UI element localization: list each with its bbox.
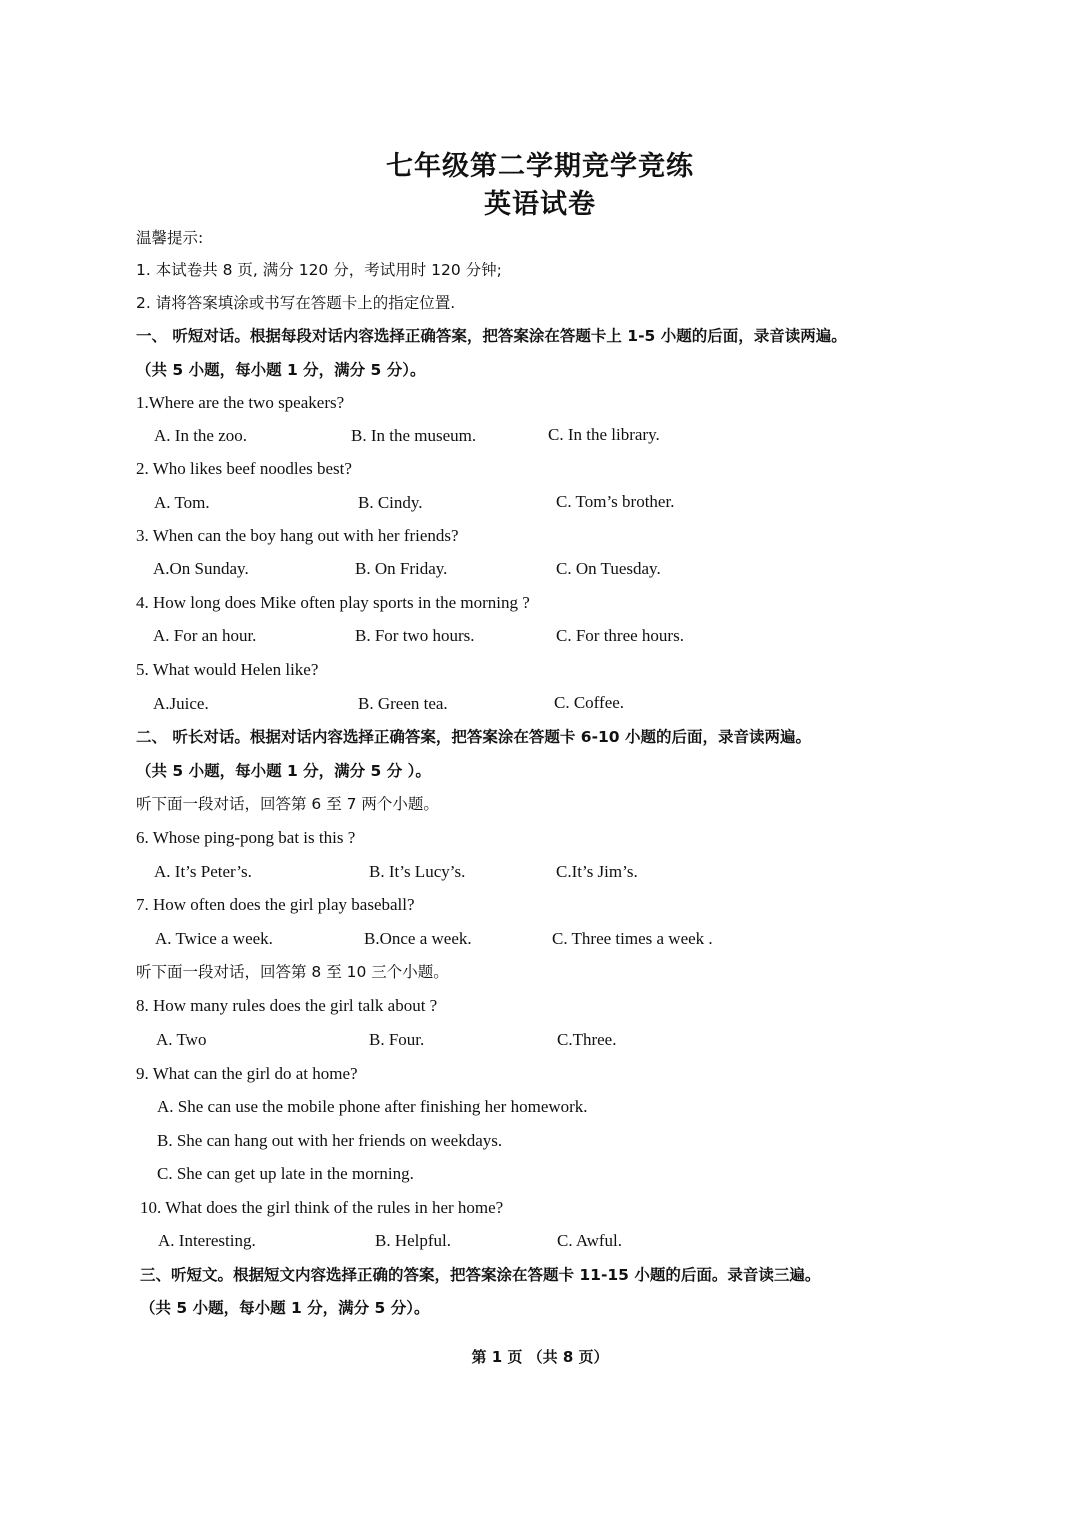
question-3-option-a: A.On Sunday. xyxy=(153,559,249,578)
question-6-stem: 6. Whose ping-pong bat is this ? xyxy=(136,828,356,847)
question-7-option-b: B.Once a week. xyxy=(364,929,472,948)
question-8-stem: 8. How many rules does the girl talk about ? xyxy=(136,996,438,1015)
question-4-option-a: A. For an hour. xyxy=(153,626,257,645)
question-9-option-c: C. She can get up late in the morning. xyxy=(157,1164,414,1183)
question-6-option-c: C.It’s Jim’s. xyxy=(556,862,638,881)
question-3-stem: 3. When can the boy hang out with her friends? xyxy=(136,526,459,545)
question-2-stem: 2. Who likes beef noodles best? xyxy=(136,459,352,478)
question-10-stem: 10. What does the girl think of the rules in her home? xyxy=(140,1198,504,1217)
part3-score: （共 5 小题，每小题 1 分，满分 5 分）。 xyxy=(140,1299,430,1317)
question-8-option-b: B. Four. xyxy=(369,1030,425,1049)
question-9-option-a: A. She can use the mobile phone after finishing her homework. xyxy=(157,1097,588,1116)
question-7-option-c: C. Three times a week . xyxy=(552,929,713,948)
question-3-option-b: B. On Friday. xyxy=(355,559,448,578)
question-1-stem: 1.Where are the two speakers? xyxy=(136,393,345,412)
question-10-option-c: C. Awful. xyxy=(557,1231,623,1250)
part2-instruction: 二、 听长对话。根据对话内容选择正确答案，把答案涂在答题卡 6-10 小题的后面，录音读两遍。 xyxy=(136,728,811,746)
question-1-option-a: A. In the zoo. xyxy=(154,426,248,445)
question-4-option-c: C. For three hours. xyxy=(556,626,684,645)
question-5-option-b: B. Green tea. xyxy=(358,694,448,713)
question-7-option-a: A. Twice a week. xyxy=(155,929,273,948)
question-10-option-b: B. Helpful. xyxy=(375,1231,452,1250)
dialog-2-intro: 听下面一段对话，回答第 8 至 10 三个小题。 xyxy=(136,963,449,981)
question-5-stem: 5. What would Helen like? xyxy=(136,660,319,679)
question-7-stem: 7. How often does the girl play baseball? xyxy=(136,895,415,914)
question-10-option-a: A. Interesting. xyxy=(158,1231,256,1250)
part3-instruction: 三、听短文。根据短文内容选择正确的答案，把答案涂在答题卡 11-15 小题的后面。录音读三遍。 xyxy=(140,1266,821,1284)
question-2-option-b: B. Cindy. xyxy=(358,493,423,512)
part1-instruction: 一、 听短对话。根据每段对话内容选择正确答案，把答案涂在答题卡上 1-5 小题的后面，录音读两遍。 xyxy=(136,327,847,345)
question-3-option-c: C. On Tuesday. xyxy=(556,559,661,578)
notice-heading: 温馨提示: xyxy=(136,229,204,247)
question-2-option-c: C. Tom’s brother. xyxy=(556,492,675,511)
page-number: 第 1 页 （共 8 页） xyxy=(471,1348,609,1366)
question-1-option-c: C. In the library. xyxy=(548,425,660,444)
question-9-option-b: B. She can hang out with her friends on weekdays. xyxy=(157,1131,503,1150)
question-8-option-c: C.Three. xyxy=(557,1030,617,1049)
notice-item-1: 1. 本试卷共 8 页, 满分 120 分，考试用时 120 分钟; xyxy=(136,261,502,279)
question-5-option-c: C. Coffee. xyxy=(554,693,625,712)
question-6-option-a: A. It’s Peter’s. xyxy=(154,862,252,881)
part2-score: （共 5 小题，每小题 1 分，满分 5 分 ）。 xyxy=(136,762,431,780)
notice-item-2: 2. 请将答案填涂或书写在答题卡上的指定位置. xyxy=(136,294,456,312)
exam-subtitle: 英语试卷 xyxy=(484,189,596,220)
question-8-option-a: A. Two xyxy=(156,1030,207,1049)
part1-score: （共 5 小题，每小题 1 分，满分 5 分）。 xyxy=(136,361,426,379)
dialog-1-intro: 听下面一段对话，回答第 6 至 7 两个小题。 xyxy=(136,795,439,813)
question-1-option-b: B. In the museum. xyxy=(351,426,477,445)
exam-title: 七年级第二学期竞学竞练 xyxy=(386,151,694,182)
question-4-option-b: B. For two hours. xyxy=(355,626,475,645)
question-9-stem: 9. What can the girl do at home? xyxy=(136,1064,358,1083)
question-6-option-b: B. It’s Lucy’s. xyxy=(369,862,466,881)
question-2-option-a: A. Tom. xyxy=(154,493,210,512)
question-5-option-a: A.Juice. xyxy=(153,694,209,713)
question-4-stem: 4. How long does Mike often play sports in the morning ? xyxy=(136,593,530,612)
